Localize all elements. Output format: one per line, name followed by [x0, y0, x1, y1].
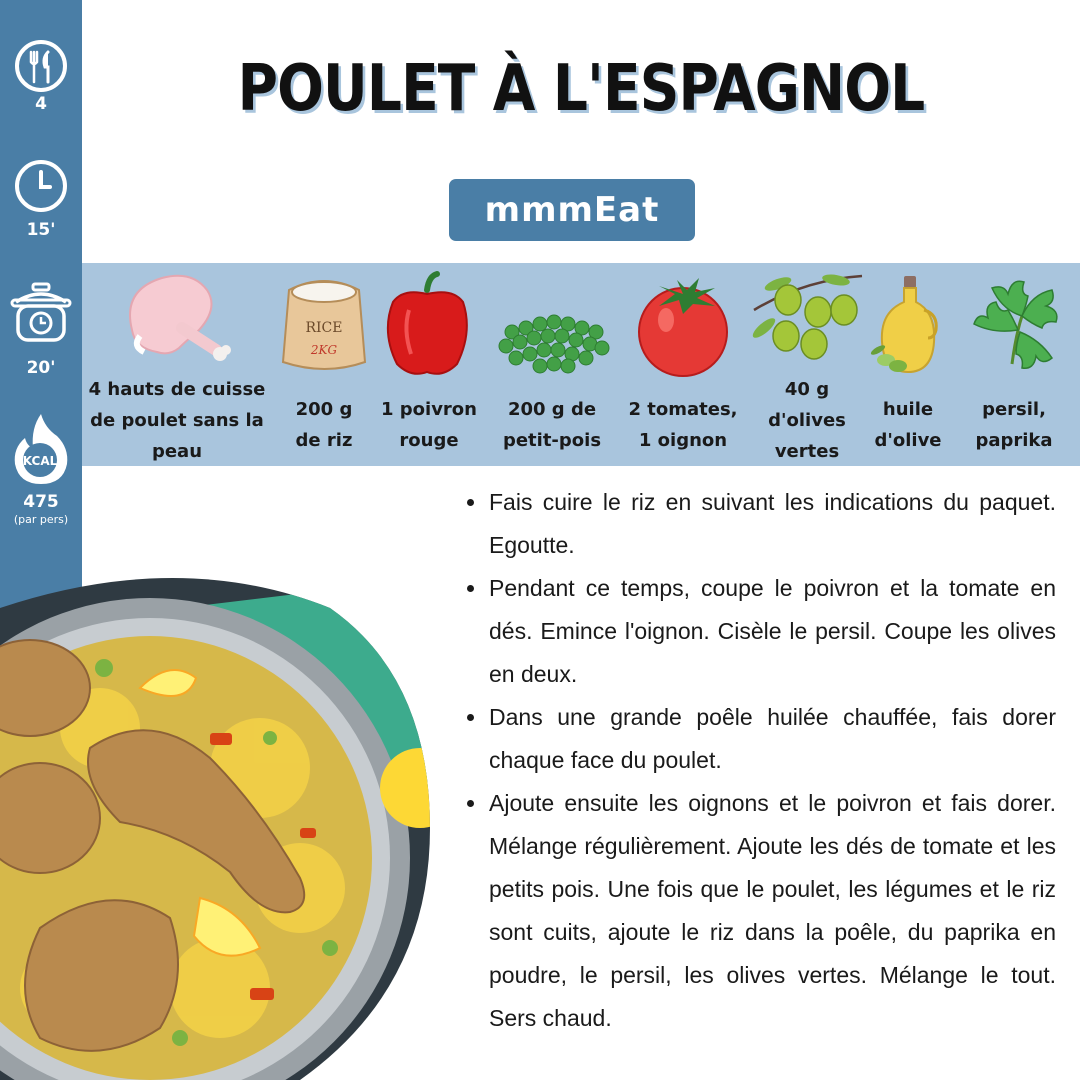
ingredient-text: petit-pois [502, 430, 602, 451]
ingredient-olives [748, 270, 866, 462]
ingredient-text: 4 hauts de cuisse [88, 379, 266, 400]
servings-stat [0, 38, 82, 114]
parsley-icon [964, 270, 1064, 370]
ingredient-text: paprika [975, 430, 1053, 451]
brand-logo: mmmEat [449, 179, 695, 241]
servings-value: 4 [35, 94, 47, 114]
rice-sack-weight: 2KG [310, 343, 338, 357]
ingredient-text: de riz [295, 430, 353, 451]
peas-icon [492, 270, 612, 380]
ingredient-text: 1 oignon [638, 430, 728, 451]
ingredient-parsley [962, 270, 1066, 451]
kcal-badge-text: KCAL [22, 454, 58, 468]
ingredient-text: d'olive [874, 430, 942, 451]
tomato-icon [628, 270, 738, 380]
calories-unit: (par pers) [13, 513, 69, 526]
ingredient-peas [492, 270, 612, 451]
calories-value: 475 [23, 492, 59, 512]
ingredient-text: peau [151, 441, 203, 462]
ingredient-text: de poulet sans la [90, 410, 264, 431]
ingredient-text: huile [882, 399, 934, 420]
calories-stat [0, 412, 82, 526]
recipe-step: Fais cuire le riz en suivant les indications du paquet. Egoutte. [462, 481, 1056, 567]
ingredient-tomato [622, 270, 744, 451]
ingredient-rice [276, 270, 372, 451]
olives-icon [748, 270, 866, 370]
chicken-thigh-icon [112, 270, 242, 365]
recipe-title: POULET À L'ESPAGNOL [237, 52, 925, 126]
recipe-steps [462, 481, 1056, 1040]
cooker-icon [8, 282, 74, 346]
red-pepper-icon [379, 270, 479, 380]
ingredient-text: d'olives [768, 410, 846, 431]
dish-photo [0, 568, 430, 1080]
fork-knife-icon [13, 38, 69, 94]
prep-time-stat [0, 158, 82, 240]
cook-time-value: 20' [26, 358, 56, 378]
ingredient-text: 1 poivron [380, 399, 477, 420]
ingredient-text: vertes [774, 441, 840, 462]
olive-oil-icon [868, 270, 948, 380]
cook-time-stat [0, 282, 82, 378]
ingredient-text: 2 tomates, [628, 399, 738, 420]
kcal-flame-icon [10, 412, 72, 486]
ingredient-chicken [84, 270, 270, 462]
recipe-step: Dans une grande poêle huilée chauffée, fais dorer chaque face du poulet. [462, 696, 1056, 782]
ingredient-text: 200 g de [507, 399, 597, 420]
ingredient-text: rouge [399, 430, 459, 451]
rice-sack-label: RICE [305, 320, 343, 336]
ingredient-pepper [376, 270, 482, 451]
ingredient-text: persil, [982, 399, 1046, 420]
prep-time-value: 15' [26, 220, 56, 240]
rice-sack-icon [279, 270, 369, 375]
ingredient-olive-oil [866, 270, 950, 451]
recipe-step: Pendant ce temps, coupe le poivron et la tomate en dés. Emince l'oignon. Cisèle le persil. Coupe les olives en deux. [462, 567, 1056, 696]
recipe-step: Ajoute ensuite les oignons et le poivron et fais dorer. Mélange régulièrement. Ajoute les dés de tomate et les petits pois. Une fois que le poulet, les légumes et le riz sont cuits, ajoute le riz dans la poêle, du paprika en poudre, le persil, les olives vertes. Mélange le tout. Sers chaud. [462, 782, 1056, 1040]
clock-icon [13, 158, 69, 214]
ingredient-text: 200 g [295, 399, 353, 420]
ingredient-text: 40 g [784, 379, 830, 400]
